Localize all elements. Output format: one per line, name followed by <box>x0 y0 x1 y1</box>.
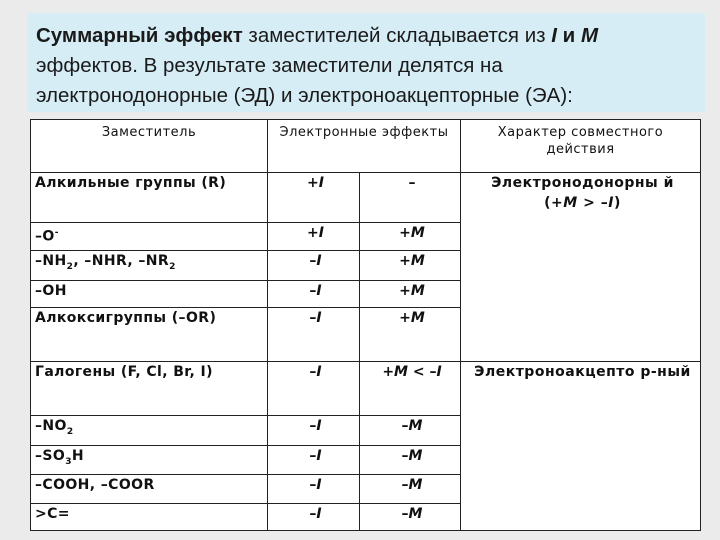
substituent-main: –NO <box>35 417 67 434</box>
header-substituent: Заместитель <box>31 120 268 173</box>
i-effect-value: –I <box>309 310 322 327</box>
substituent-subscript: 3 <box>65 456 72 467</box>
substituent-main: –NH <box>35 252 67 269</box>
m-effect-value: +M <box>399 310 425 327</box>
m-effect-cell <box>360 223 461 251</box>
substituent-subscript: 2 <box>66 426 74 437</box>
substituent-effects-table <box>30 119 701 531</box>
m-effect-cell <box>360 308 461 361</box>
m-effect-value: –M <box>401 447 423 464</box>
i-effect-value: –I <box>309 252 322 269</box>
acceptor-label: Электроноакцепто р-ный <box>474 363 691 380</box>
m-effect-cell <box>360 173 461 223</box>
substituent-cell: >C= <box>31 504 268 531</box>
m-effect-value: –M <box>401 417 423 434</box>
substituent-cell <box>31 250 268 280</box>
substituent-main: –O <box>35 228 55 245</box>
intro-text-box <box>27 13 705 112</box>
i-effect-cell <box>268 173 360 223</box>
substituent-subscript: 2 <box>66 261 74 272</box>
i-effect-cell <box>268 475 360 504</box>
m-effect-value: – <box>408 175 416 192</box>
i-effect-value: +I <box>307 175 324 192</box>
table-row <box>31 173 701 223</box>
i-effect-cell <box>268 415 360 445</box>
i-effect-cell <box>268 361 360 415</box>
header-electronic-effects: Электронные эффекты <box>268 120 461 173</box>
i-effect-value: +I <box>307 225 324 242</box>
substituent-cell: Галогены (F, Cl, Br, I) <box>31 361 268 415</box>
intro-i-letter: I <box>551 24 557 47</box>
i-effect-value: –I <box>309 282 322 299</box>
i-effect-value: –I <box>309 417 322 434</box>
i-effect-cell <box>268 223 360 251</box>
i-effect-cell <box>268 250 360 280</box>
i-effect-value: –I <box>309 477 322 494</box>
m-effect-cell <box>360 475 461 504</box>
i-effect-value: –I <box>309 506 322 523</box>
i-effect-cell <box>268 280 360 308</box>
m-effect-cell <box>360 445 461 475</box>
m-effect-cell <box>360 280 461 308</box>
substituent-middle: , –NHR, –NR <box>73 252 170 269</box>
donor-formula: (+M > –I) <box>544 195 621 212</box>
header-character: Характер совместного действия <box>461 120 701 173</box>
substituent-subscript: 2 <box>169 261 176 272</box>
substituent-cell: Алкоксигруппы (–OR) <box>31 308 268 361</box>
i-effect-cell <box>268 445 360 475</box>
intro-text-2: эффектов. В результате заместители делятся на электронодонорные (ЭД) и электроноакцепторные (ЭА): <box>36 54 573 107</box>
m-effect-cell <box>360 361 461 415</box>
intro-and-word: и <box>556 24 581 47</box>
substituent-main: –SO <box>35 447 66 464</box>
substituent-superscript: - <box>54 228 59 239</box>
i-effect-cell <box>268 308 360 361</box>
substituent-cell: –OH <box>31 280 268 308</box>
i-effect-value: –I <box>309 447 322 464</box>
acceptor-group-cell <box>461 361 701 530</box>
m-effect-value: +M <box>399 252 425 269</box>
substituent-cell <box>31 415 268 445</box>
i-effect-cell <box>268 504 360 531</box>
m-effect-value: –M <box>401 506 423 523</box>
substituent-cell: –COOH, –COOR <box>31 475 268 504</box>
intro-text-1: заместителей складывается из <box>242 24 552 47</box>
m-effect-value: –M <box>401 477 423 494</box>
intro-bold-lead: Суммарный эффект <box>36 24 243 47</box>
substituent-cell <box>31 223 268 251</box>
m-effect-value: +M <box>399 282 425 299</box>
table-header-row <box>31 120 701 173</box>
donor-label: Электронодонорны й <box>491 175 674 192</box>
m-effect-cell <box>360 504 461 531</box>
donor-group-cell <box>461 173 701 361</box>
substituent-tail: H <box>71 447 84 464</box>
substituent-cell <box>31 445 268 475</box>
i-effect-value: –I <box>309 363 322 380</box>
m-effect-value: +M < –I <box>382 363 442 380</box>
m-effect-value: +M <box>399 225 425 242</box>
m-effect-cell <box>360 415 461 445</box>
intro-m-letter: M <box>580 24 599 47</box>
table-row <box>31 361 701 415</box>
m-effect-cell <box>360 250 461 280</box>
substituent-cell: Алкильные группы (R) <box>31 173 268 223</box>
